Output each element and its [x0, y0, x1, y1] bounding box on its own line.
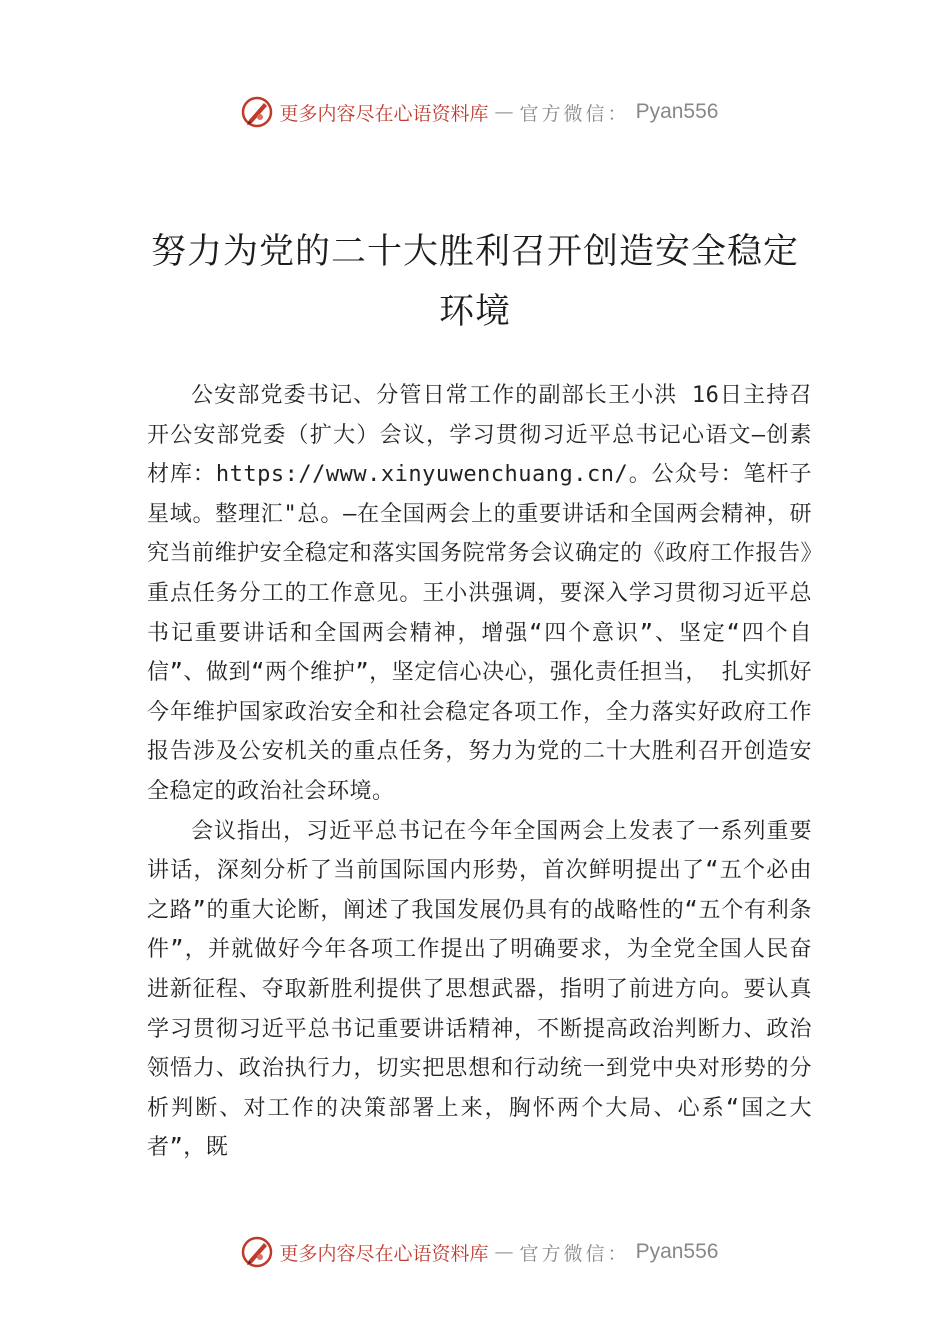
wechat-id: Pyan556: [635, 1240, 719, 1263]
wechat-label: 官方微信：: [519, 1242, 630, 1265]
footer-banner: [0, 1232, 950, 1272]
banner-content: [240, 1235, 719, 1269]
pen-logo-icon: [240, 1235, 274, 1269]
paragraph-1: 公安部党委书记、分管日常工作的副部长王小洪 16日主持召开公安部党委（扩大）会议，学习贯彻习近平总书记心语文—创素材库：https://www.xinyuwenchuang.cn/。公众号：笔杆子星域。整理汇"总。—在全国两会上的重要讲话和全国两会精神，研究当前维护安全稳定和落实国务院常务会议确定的《政府工作报告》重点任务分工的工作意见。王小洪强调，要深入学习贯彻习近平总书记重要讲话和全国两会精神，增强“四个意识”、坚定“四个自信”、做到“两个维护”，坚定信心决心，强化责任担当， 扎实抓好今年维护国家政治安全和社会稳定各项工作，全力落实好政府工作报告涉及公安机关的重点任务，努力为党的二十大胜利召开创造安全稳定的政治社会环境。: [147, 383, 812, 804]
banner-content: [240, 95, 719, 129]
banner-text: 更多内容尽在心语资料库: [279, 102, 489, 125]
banner-separator: —: [494, 101, 514, 123]
banner-text: 更多内容尽在心语资料库: [279, 1242, 489, 1265]
wechat-id: Pyan556: [635, 100, 719, 123]
document-body: [147, 376, 812, 1168]
pen-logo-icon: [240, 95, 274, 129]
document-title: 努力为党的二十大胜利召开创造安全稳定环境: [150, 232, 799, 332]
wechat-label: 官方微信：: [519, 102, 630, 125]
header-banner: [0, 92, 950, 132]
paragraph-2: 会议指出，习近平总书记在今年全国两会上发表了一系列重要讲话，深刻分析了当前国际国内形势，首次鲜明提出了“五个必由之路”的重大论断，阐述了我国发展仍具有的战略性的“五个有利条件”，并就做好今年各项工作提出了明确要求，为全党全国人民奋进新征程、夺取新胜利提供了思想武器，指明了前进方向。要认真学习贯彻习近平总书记重要讲话精神，不断提高政治判断力、政治领悟力、政治执行力，切实把思想和行动统一到党中央对形势的分析判断、对工作的决策部署上来，胸怀两个大局、心系“国之大者”，既: [147, 818, 812, 1161]
banner-separator: —: [494, 1241, 514, 1263]
